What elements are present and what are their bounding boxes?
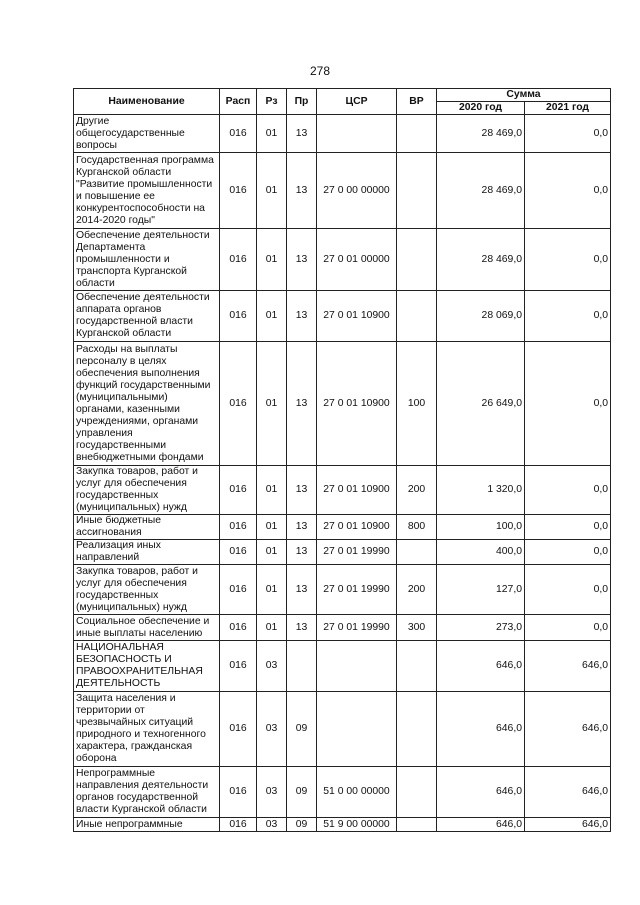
cell-rz: 03: [257, 641, 287, 692]
table-row: [74, 515, 611, 540]
cell-vr: [397, 540, 437, 565]
cell-pr: 13: [287, 342, 317, 466]
table-row: [74, 229, 611, 291]
header-pr: Пр: [287, 89, 317, 115]
cell-pr: 09: [287, 692, 317, 767]
cell-sum-2020: 646,0: [437, 767, 525, 818]
header-sum: Сумма: [437, 89, 611, 102]
cell-sum-2020: 646,0: [437, 818, 525, 832]
cell-rasp: 016: [220, 565, 257, 615]
header-vr: ВР: [397, 89, 437, 115]
table-row: [74, 466, 611, 515]
table-row: [74, 641, 611, 692]
cell-rasp: 016: [220, 291, 257, 342]
cell-csr: [317, 641, 397, 692]
cell-sum-2020: 273,0: [437, 615, 525, 641]
budget-table: [73, 88, 611, 832]
table-row: [74, 692, 611, 767]
cell-rz: 01: [257, 229, 287, 291]
cell-pr: 13: [287, 229, 317, 291]
cell-rz: 01: [257, 115, 287, 153]
cell-vr: [397, 767, 437, 818]
cell-sum-2021: 0,0: [525, 229, 611, 291]
cell-csr: 27 0 01 00000: [317, 229, 397, 291]
cell-rasp: 016: [220, 641, 257, 692]
cell-sum-2021: 646,0: [525, 692, 611, 767]
table-row: [74, 767, 611, 818]
cell-name: Защита населения и территории от чрезвычайных ситуаций природного и техногенного характера, гражданская оборона: [74, 692, 220, 767]
cell-sum-2020: 28 469,0: [437, 153, 525, 229]
cell-csr: 51 9 00 00000: [317, 818, 397, 832]
cell-sum-2021: 0,0: [525, 153, 611, 229]
cell-sum-2020: 26 649,0: [437, 342, 525, 466]
cell-pr: 13: [287, 615, 317, 641]
cell-rasp: 016: [220, 767, 257, 818]
cell-vr: [397, 692, 437, 767]
header-2021: 2021 год: [525, 102, 611, 115]
cell-vr: 200: [397, 565, 437, 615]
cell-csr: 27 0 01 10900: [317, 291, 397, 342]
cell-name: Другие общегосударственные вопросы: [74, 115, 220, 153]
cell-vr: 800: [397, 515, 437, 540]
cell-name: Обеспечение деятельности аппарата органов государственной власти Курганской области: [74, 291, 220, 342]
header-2020: 2020 год: [437, 102, 525, 115]
cell-sum-2020: 127,0: [437, 565, 525, 615]
cell-sum-2020: 28 069,0: [437, 291, 525, 342]
cell-sum-2020: 646,0: [437, 692, 525, 767]
cell-name: Социальное обеспечение и иные выплаты населению: [74, 615, 220, 641]
cell-csr: 27 0 01 10900: [317, 466, 397, 515]
cell-sum-2021: 0,0: [525, 615, 611, 641]
cell-sum-2021: 0,0: [525, 115, 611, 153]
cell-pr: 13: [287, 153, 317, 229]
cell-sum-2021: 0,0: [525, 342, 611, 466]
cell-sum-2021: 646,0: [525, 818, 611, 832]
cell-csr: [317, 115, 397, 153]
cell-csr: 27 0 01 10900: [317, 342, 397, 466]
cell-pr: 09: [287, 818, 317, 832]
cell-vr: [397, 153, 437, 229]
cell-name: Расходы на выплаты персоналу в целях обеспечения выполнения функций государственными (муниципальными) органами, казенными учреждениями, органами управления государственными внебюджетными фондами: [74, 342, 220, 466]
table-row: [74, 818, 611, 832]
cell-rasp: 016: [220, 115, 257, 153]
cell-pr: 13: [287, 565, 317, 615]
cell-rz: 01: [257, 291, 287, 342]
cell-csr: 51 0 00 00000: [317, 767, 397, 818]
cell-rz: 01: [257, 466, 287, 515]
header-name: Наименование: [74, 89, 220, 115]
cell-pr: 09: [287, 767, 317, 818]
cell-vr: [397, 641, 437, 692]
cell-pr: 13: [287, 466, 317, 515]
cell-name: Иные непрограммные: [74, 818, 220, 832]
table-row: [74, 342, 611, 466]
table-row: [74, 153, 611, 229]
cell-rasp: 016: [220, 615, 257, 641]
cell-rasp: 016: [220, 818, 257, 832]
cell-sum-2020: 28 469,0: [437, 115, 525, 153]
header-rasp: Расп: [220, 89, 257, 115]
cell-pr: 13: [287, 291, 317, 342]
cell-name: Обеспечение деятельности Департамента промышленности и транспорта Курганской области: [74, 229, 220, 291]
header-rz: Рз: [257, 89, 287, 115]
cell-csr: 27 0 01 19990: [317, 615, 397, 641]
table-row: [74, 115, 611, 153]
cell-rz: 03: [257, 818, 287, 832]
cell-sum-2021: 646,0: [525, 641, 611, 692]
cell-rasp: 016: [220, 229, 257, 291]
cell-name: Реализация иных направлений: [74, 540, 220, 565]
cell-name: Иные бюджетные ассигнования: [74, 515, 220, 540]
table-row: [74, 540, 611, 565]
cell-name: НАЦИОНАЛЬНАЯ БЕЗОПАСНОСТЬ И ПРАВООХРАНИТЕЛЬНАЯ ДЕЯТЕЛЬНОСТЬ: [74, 641, 220, 692]
cell-name: Закупка товаров, работ и услуг для обеспечения государственных (муниципальных) нужд: [74, 565, 220, 615]
cell-csr: 27 0 01 10900: [317, 515, 397, 540]
cell-sum-2021: 0,0: [525, 466, 611, 515]
cell-csr: [317, 692, 397, 767]
header-csr: ЦСР: [317, 89, 397, 115]
cell-sum-2021: 0,0: [525, 540, 611, 565]
cell-sum-2021: 0,0: [525, 565, 611, 615]
cell-sum-2021: 646,0: [525, 767, 611, 818]
cell-csr: 27 0 01 19990: [317, 540, 397, 565]
cell-pr: 13: [287, 115, 317, 153]
cell-vr: [397, 229, 437, 291]
cell-vr: [397, 115, 437, 153]
cell-rasp: 016: [220, 153, 257, 229]
cell-name: Государственная программа Курганской области "Развитие промышленности и повышение ее конкурентоспособности на 2014-2020 годы": [74, 153, 220, 229]
cell-rasp: 016: [220, 692, 257, 767]
table-row: [74, 615, 611, 641]
cell-csr: 27 0 01 19990: [317, 565, 397, 615]
cell-vr: 200: [397, 466, 437, 515]
cell-rz: 03: [257, 692, 287, 767]
cell-sum-2020: 28 469,0: [437, 229, 525, 291]
cell-pr: 13: [287, 540, 317, 565]
cell-rz: 01: [257, 153, 287, 229]
cell-vr: 100: [397, 342, 437, 466]
cell-sum-2020: 400,0: [437, 540, 525, 565]
cell-rasp: 016: [220, 466, 257, 515]
cell-rz: 01: [257, 565, 287, 615]
cell-sum-2021: 0,0: [525, 291, 611, 342]
page-number: 278: [309, 64, 331, 78]
cell-sum-2021: 0,0: [525, 515, 611, 540]
cell-pr: 13: [287, 515, 317, 540]
table-row: [74, 565, 611, 615]
cell-csr: 27 0 00 00000: [317, 153, 397, 229]
cell-rz: 01: [257, 342, 287, 466]
cell-vr: 300: [397, 615, 437, 641]
cell-rasp: 016: [220, 540, 257, 565]
cell-name: Закупка товаров, работ и услуг для обеспечения государственных (муниципальных) нужд: [74, 466, 220, 515]
cell-rz: 01: [257, 540, 287, 565]
cell-sum-2020: 100,0: [437, 515, 525, 540]
cell-rz: 03: [257, 767, 287, 818]
cell-name: Непрограммные направления деятельности органов государственной власти Курганской области: [74, 767, 220, 818]
cell-sum-2020: 646,0: [437, 641, 525, 692]
cell-rz: 01: [257, 615, 287, 641]
cell-rz: 01: [257, 515, 287, 540]
cell-rasp: 016: [220, 515, 257, 540]
table-row: [74, 291, 611, 342]
cell-vr: [397, 818, 437, 832]
cell-vr: [397, 291, 437, 342]
cell-pr: [287, 641, 317, 692]
cell-rasp: 016: [220, 342, 257, 466]
cell-sum-2020: 1 320,0: [437, 466, 525, 515]
